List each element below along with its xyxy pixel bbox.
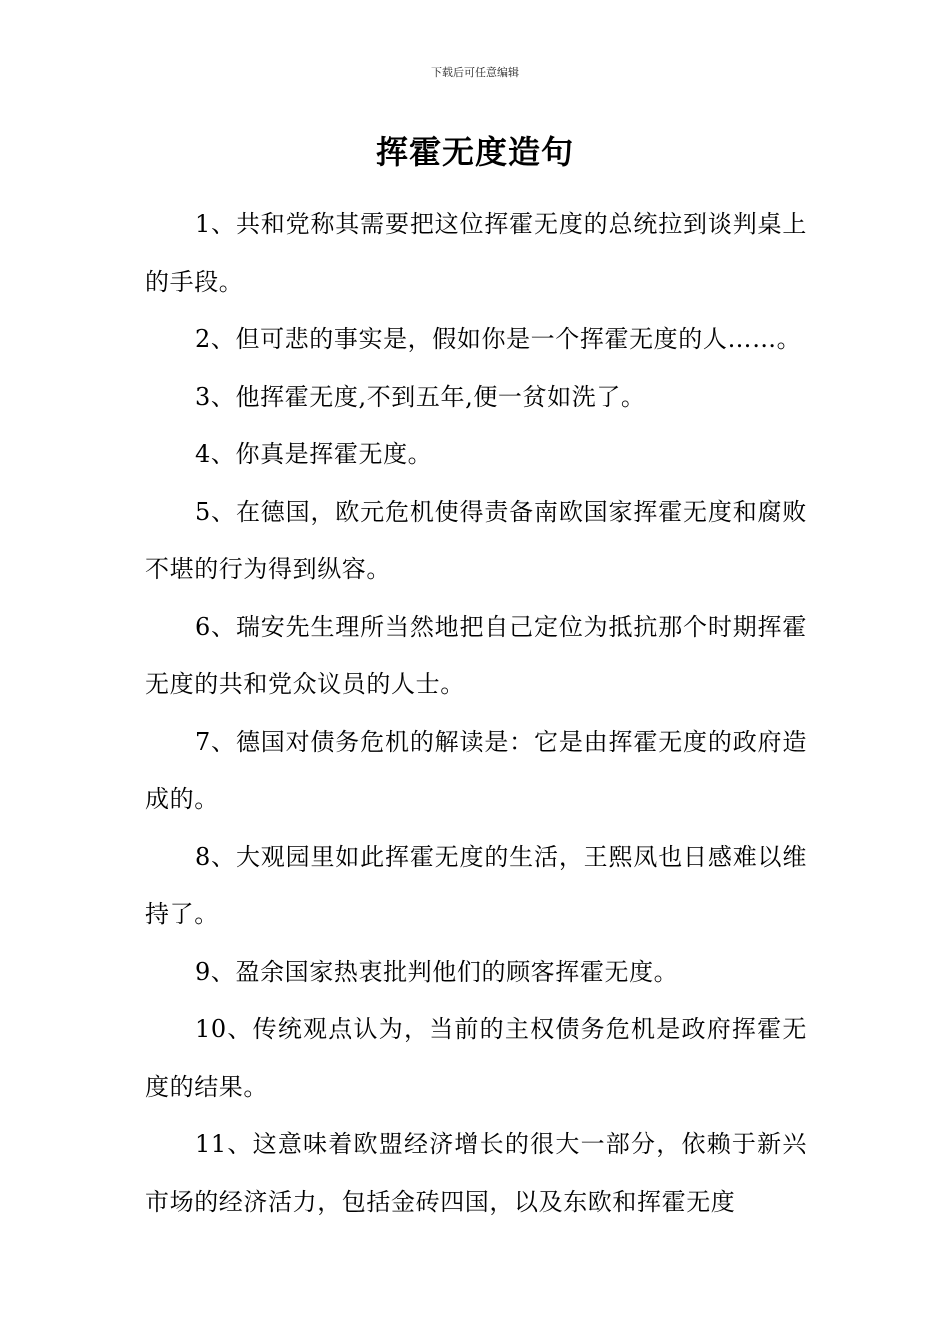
document-title: 挥霍无度造句	[375, 133, 574, 171]
sentence-11: 11、这意味着欧盟经济增长的很大一部分，依赖于新兴市场的经济活力，包括金砖四国，以及东欧和挥霍无度	[145, 1130, 807, 1216]
sentence-3: 3、他挥霍无度,不到五年,便一贫如洗了。	[195, 382, 646, 411]
sentence-5: 5、在德国，欧元危机使得责备南欧国家挥霍无度和腐败不堪的行为得到纵容。	[145, 497, 807, 583]
sentence-7: 7、德国对债务危机的解读是：它是由挥霍无度的政府造成的。	[145, 727, 807, 813]
sentence-10: 10、传统观点认为，当前的主权债务危机是政府挥霍无度的结果。	[145, 1015, 807, 1101]
header-note: 下载后可任意编辑	[431, 66, 519, 79]
sentence-2: 2、但可悲的事实是，假如你是一个挥霍无度的人……。	[195, 325, 802, 353]
sentence-8: 8、大观园里如此挥霍无度的生活，王熙凤也日感难以维持了。	[145, 842, 807, 928]
sentence-9: 9、盈余国家热衷批判他们的顾客挥霍无度。	[195, 957, 679, 986]
document-body	[145, 196, 807, 1231]
sentence-1: 1、共和党称其需要把这位挥霍无度的总统拉到谈判桌上的手段。	[145, 210, 807, 296]
sentence-4: 4、你真是挥霍无度。	[195, 440, 433, 468]
sentence-6: 6、瑞安先生理所当然地把自己定位为抵抗那个时期挥霍无度的共和党众议员的人士。	[145, 612, 807, 698]
